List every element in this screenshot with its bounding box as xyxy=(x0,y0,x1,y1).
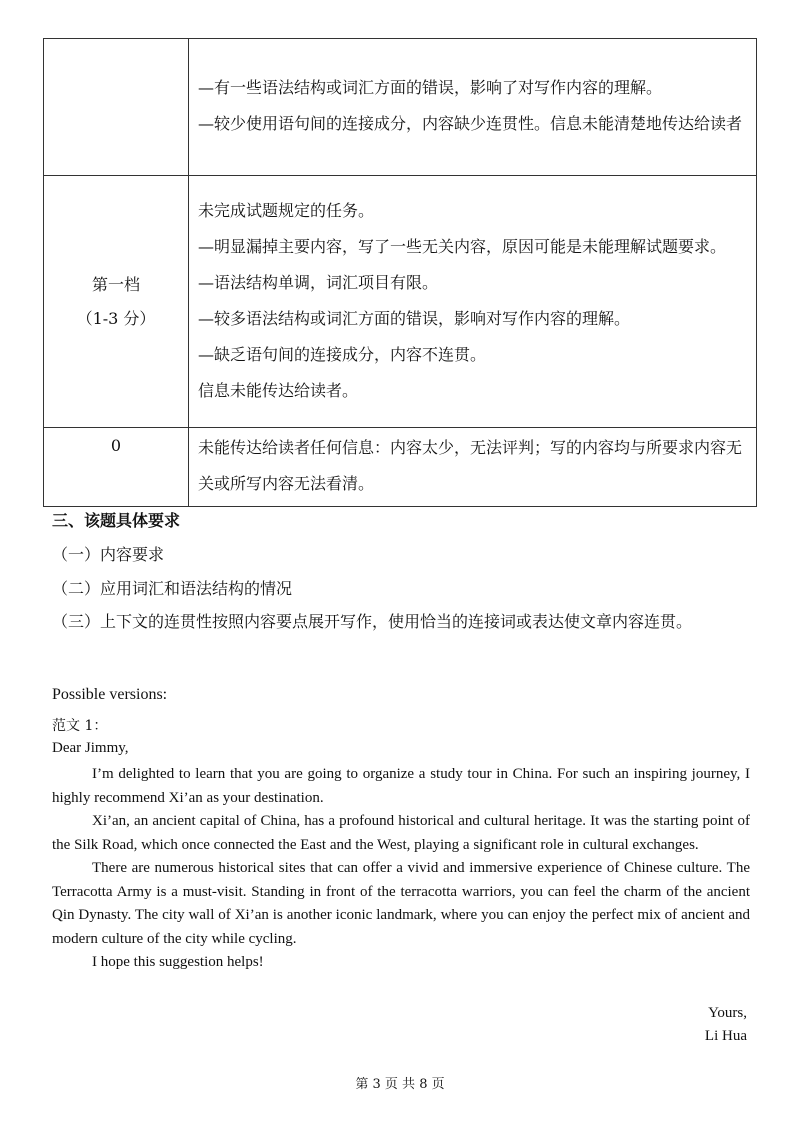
criterion-line: —缺乏语句间的连接成分，内容不连贯。 xyxy=(198,344,487,364)
letter-paragraph: I hope this suggestion helps! xyxy=(92,954,264,970)
requirement-item: （一）内容要求 xyxy=(52,545,165,564)
requirement-item: （三）上下文的连贯性按照内容要点展开写作，使用恰当的连接词或表达使文章内容连贯。 xyxy=(52,612,693,631)
letter-signature: Li Hua xyxy=(704,1028,747,1044)
letter-paragraph: I’m delighted to learn that you are going to organize a study tour in China. For such an inspiring journey, I highly recommend Xi’an as your destination. xyxy=(52,766,750,806)
level-cell xyxy=(44,176,189,428)
page-footer: 第 3 页 共 8 页 xyxy=(355,1077,445,1092)
criterion-line: —语法结构单调，词汇项目有限。 xyxy=(198,272,439,292)
scoring-rubric-table xyxy=(43,38,757,507)
sample-letter-body xyxy=(52,763,750,975)
table-row xyxy=(44,39,757,176)
level-score: （1-3 分） xyxy=(76,308,156,328)
letter-salutation: Dear Jimmy, xyxy=(52,740,129,756)
letter-paragraph: There are numerous historical sites that can offer a vivid and immersive experience of Chinese culture. The Terracotta Army is a must-visit. Standing in front of the terracotta warriors, you can feel the charm of the ancient Qin Dynasty. The city wall of Xi’an is another iconic landmark, where you can enjoy the perfect mix of ancient and modern culture of the city while cycling. xyxy=(52,860,750,947)
requirement-item: （二）应用词汇和语法结构的情况 xyxy=(52,579,293,598)
letter-closing: Yours, xyxy=(708,1005,747,1021)
table-row xyxy=(44,176,757,428)
table-row xyxy=(44,428,757,507)
description-cell xyxy=(189,176,757,428)
criterion-line: —有一些语法结构或词汇方面的错误，影响了对写作内容的理解。 xyxy=(198,78,663,97)
level-cell: 0 xyxy=(44,428,189,507)
description-cell xyxy=(189,428,757,507)
criterion-line: —明显漏掉主要内容，写了一些无关内容，原因可能是未能理解试题要求。 xyxy=(198,236,727,256)
description-cell xyxy=(189,39,757,176)
criterion-line: —较多语法结构或词汇方面的错误，影响对写作内容的理解。 xyxy=(198,308,631,328)
possible-versions-heading: Possible versions: xyxy=(52,686,168,703)
sample-label: 范文 1： xyxy=(52,718,108,734)
criterion-line: 未完成试题规定的任务。 xyxy=(198,200,375,220)
letter-paragraph: Xi’an, an ancient capital of China, has a profound historical and cultural heritage. It was the starting point of the Silk Road, which once connected the East and the West, playing a significant role in cultural exchanges. xyxy=(52,813,750,853)
criterion-line: —较少使用语句间的连接成分，内容缺少连贯性。信息未能清楚地传达给读者 xyxy=(198,114,743,133)
level-cell xyxy=(44,39,189,176)
criterion-line: 未能传达给读者任何信息：内容太少，无法评判；写的内容均与所要求内容无关或所写内容无法看清。 xyxy=(198,438,743,493)
section-heading: 三、该题具体要求 xyxy=(52,511,181,530)
level-name: 第一档 xyxy=(91,274,140,294)
criterion-line: 信息未能传达给读者。 xyxy=(198,380,359,400)
